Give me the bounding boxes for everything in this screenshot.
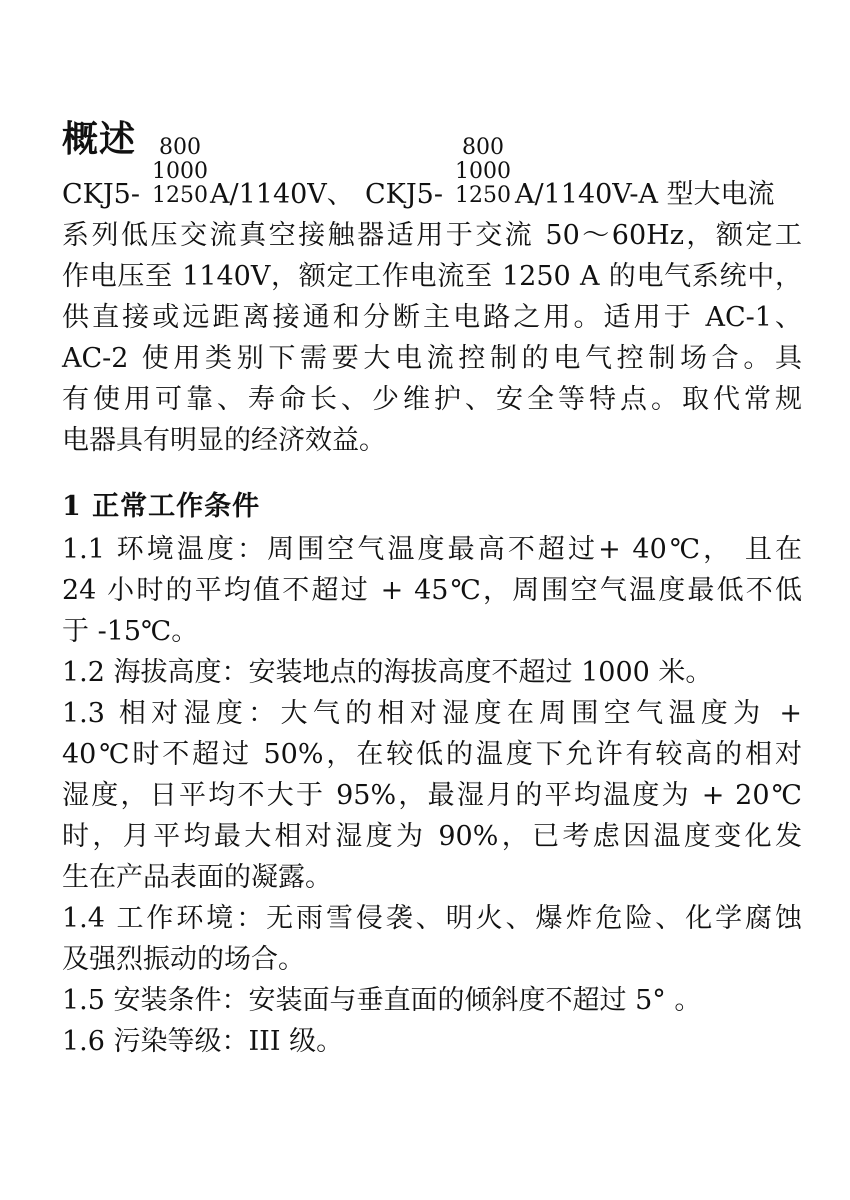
model-b-prefix: CKJ5- <box>365 179 443 210</box>
condition-line: 湿度，日平均不大于 95%，最湿月的平均温度为 + 20℃ <box>62 780 802 811</box>
current-value: 800 <box>159 135 201 160</box>
overview-line: AC-2 使用类别下需要大电流控制的电气控制场合。具 <box>62 343 802 374</box>
current-value: 1000 <box>455 159 511 184</box>
condition-line: 时，月平均最大相对湿度为 90%，已考虑因温度变化发 <box>62 821 802 852</box>
condition-line: 1.4 工作环境：无雨雪侵袭、明火、爆炸危险、化学腐蚀 <box>62 903 802 934</box>
overview-line: 系列低压交流真空接触器适用于交流 50～60Hz，额定工 <box>62 220 802 251</box>
overview-line: 作电压至 1140V，额定工作电流至 1250 A 的电气系统中， <box>62 261 802 292</box>
model-a-suffix: A/1140V、 <box>210 179 354 210</box>
condition-line: 40℃时不超过 50%，在较低的温度下允许有较高的相对 <box>62 739 802 770</box>
model-b-current-stack <box>455 136 511 208</box>
current-value: 1250 <box>152 183 208 208</box>
condition-line: 及强烈振动的场合。 <box>62 944 305 975</box>
overview-title: 概述 <box>62 119 137 160</box>
condition-line: 1.2 海拔高度：安装地点的海拔高度不超过 1000 米。 <box>62 657 713 688</box>
condition-line: 1.3 相对湿度：大气的相对湿度在周围空气温度为 + <box>62 698 802 729</box>
condition-line: 生在产品表面的凝露。 <box>62 862 332 893</box>
current-value: 800 <box>462 135 504 160</box>
overview-line: 有使用可靠、寿命长、少维护、安全等特点。取代常规 <box>62 384 802 415</box>
condition-line: 24 小时的平均值不超过 + 45℃，周围空气温度最低不低 <box>62 575 802 606</box>
condition-line: 1.6 污染等级：III 级。 <box>62 1026 344 1057</box>
model-a-prefix: CKJ5- <box>62 179 140 210</box>
overview-line: 供直接或远距离接通和分断主电路之用。适用于 AC-1、 <box>62 302 802 333</box>
overview-line: 电器具有明显的经济效益。 <box>62 425 386 456</box>
section-1-title: 1 正常工作条件 <box>62 491 261 522</box>
condition-line: 1.1 环境温度：周围空气温度最高不超过+ 40℃， 且在 <box>62 534 802 565</box>
condition-line: 1.5 安装条件：安装面与垂直面的倾斜度不超过 5° 。 <box>62 985 702 1016</box>
current-value: 1000 <box>152 159 208 184</box>
current-value: 1250 <box>455 183 511 208</box>
condition-line: 于 -15℃。 <box>62 616 199 647</box>
model-a-current-stack <box>152 136 208 208</box>
model-b-suffix: A/1140V-A 型大电流 <box>515 179 775 210</box>
